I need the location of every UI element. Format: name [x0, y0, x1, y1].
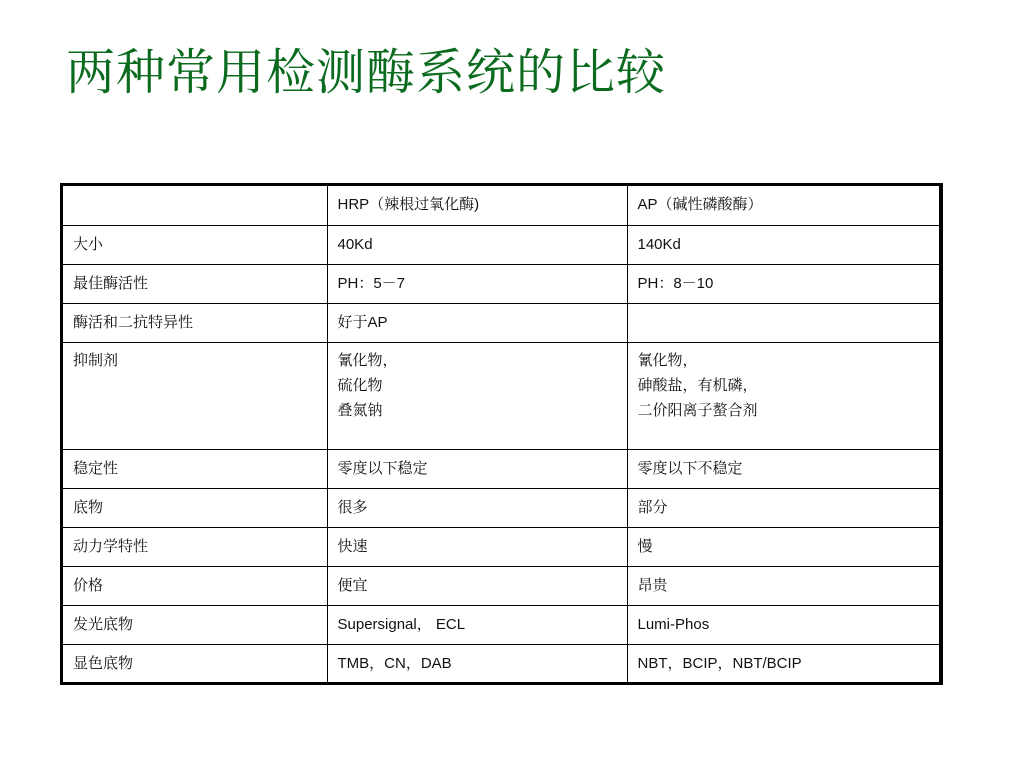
hrp-value-cell: Supersignal， ECL — [327, 605, 627, 644]
table-row — [63, 303, 940, 342]
row-label-cell: 稳定性 — [63, 449, 327, 488]
table-row — [63, 527, 940, 566]
row-label-cell: 显色底物 — [63, 644, 327, 682]
row-label-cell: 最佳酶活性 — [63, 264, 327, 303]
table-row — [63, 644, 940, 682]
table-row — [63, 449, 940, 488]
row-label-cell: 动力学特性 — [63, 527, 327, 566]
table-row — [63, 342, 940, 449]
ap-value-cell: 昂贵 — [627, 566, 940, 605]
table-row — [63, 605, 940, 644]
hrp-value-cell: TMB，CN，DAB — [327, 644, 627, 682]
header-cell-hrp: HRP（辣根过氧化酶) — [327, 186, 627, 225]
slide-title: 两种常用检测酶系统的比较 — [66, 44, 667, 101]
ap-value-cell: Lumi-Phos — [627, 605, 940, 644]
ap-value-cell: PH：8－10 — [627, 264, 940, 303]
ap-value-cell: 零度以下不稳定 — [627, 449, 940, 488]
table-header-row — [63, 186, 940, 225]
hrp-value-cell: 40Kd — [327, 225, 627, 264]
row-label-cell: 抑制剂 — [63, 342, 327, 449]
row-label-cell: 价格 — [63, 566, 327, 605]
row-label-cell: 发光底物 — [63, 605, 327, 644]
hrp-value-cell: 便宜 — [327, 566, 627, 605]
ap-value-cell: 140Kd — [627, 225, 940, 264]
comparison-table-grid — [63, 186, 940, 682]
ap-value-cell: 氰化物， 砷酸盐，有机磷， 二价阳离子螯合剂 — [627, 342, 940, 449]
ap-value-cell — [627, 303, 940, 342]
hrp-value-cell: 很多 — [327, 488, 627, 527]
hrp-value-cell: PH：5－7 — [327, 264, 627, 303]
row-label-cell: 酶活和二抗特异性 — [63, 303, 327, 342]
hrp-value-cell: 好于AP — [327, 303, 627, 342]
table-row — [63, 488, 940, 527]
ap-value-cell: 部分 — [627, 488, 940, 527]
ap-value-cell: NBT，BCIP，NBT/BCIP — [627, 644, 940, 682]
hrp-value-cell: 快速 — [327, 527, 627, 566]
comparison-table — [60, 183, 943, 685]
table-row — [63, 566, 940, 605]
header-cell-ap: AP（碱性磷酸酶） — [627, 186, 940, 225]
row-label-cell: 大小 — [63, 225, 327, 264]
header-cell-empty — [63, 186, 327, 225]
table-row — [63, 264, 940, 303]
table-row — [63, 225, 940, 264]
hrp-value-cell: 零度以下稳定 — [327, 449, 627, 488]
ap-value-cell: 慢 — [627, 527, 940, 566]
row-label-cell: 底物 — [63, 488, 327, 527]
hrp-value-cell: 氰化物， 硫化物 叠氮钠 — [327, 342, 627, 449]
